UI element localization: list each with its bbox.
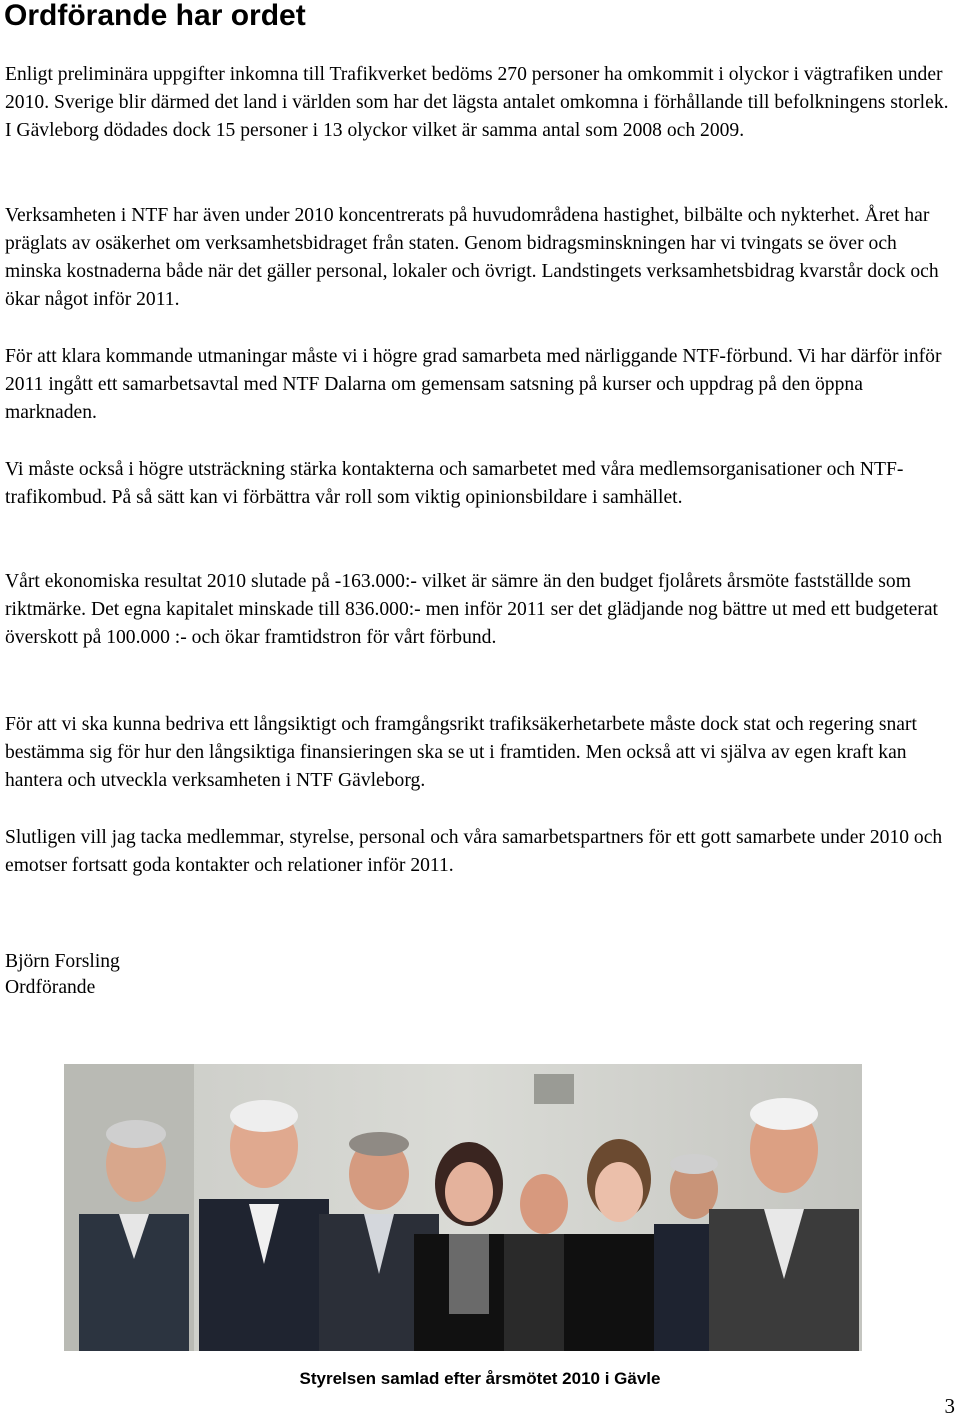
page-number: 3 (944, 1394, 955, 1418)
paragraph-long-term-funding: För att vi ska kunna bedriva ett långsiktigt och framgångsrikt trafiksäkerhetarbete måste dock stat och regering snart bestämma sig för hur den långsiktiga finansieringen ska se ut i framtiden. Men också att vi själva av egen kraft kan hantera och utveckla verksamheten i NTF Gävleborg. (5, 714, 917, 791)
paragraph-cooperation: För att klara kommande utmaningar måste vi i högre grad samarbeta med närliggande NTF-förbund. Vi har därför inför 2011 ingått ett samarbetsavtal med NTF Dalarna om gemensam satsning på kurser och uppdrag på den öppna marknaden. (5, 346, 942, 423)
paragraph-financial-result: Vårt ekonomiska resultat 2010 slutade på -163.000:- vilket är sämre än den budget fjolårets årsmöte fastställde som riktmärke. Det egna kapitalet minskade till 836.000:- men inför 2011 ser det glädjande nog bättre ut med ett budgeterat överskott på 100.000 :- och ökar framtidstron för vårt förbund. (5, 571, 938, 648)
photo-caption: Styrelsen samlad efter årsmötet 2010 i Gävle (299, 1369, 661, 1388)
paragraph-focus-areas: Verksamheten i NTF har även under 2010 koncentrerats på huvudområdena hastighet, bilbälte och nykterhet. Året har präglats av osäkerhet om verksamhetsbidraget från staten. Genom bidragsminskningen har vi tvingats se över och minska kostnaderna både när det gäller personal, lokaler och övrigt. Landstingets verksamhetsbidrag kvarstår dock och ökar något inför 2011. (5, 205, 939, 310)
board-group-photo (64, 1064, 862, 1351)
paragraph-traffic-fatalities: Enligt preliminära uppgifter inkomna till Trafikverket bedöms 270 personer ha omkommit i olyckor i vägtrafiken under 2010. Sverige blir därmed det land i världen som har det lägsta antalet omkomna i förhållande till befolkningens storlek. I Gävleborg dödades dock 15 personer i 13 olyckor vilket är samma antal som 2008 och 2009. (5, 64, 949, 141)
signature-role: Ordförande (5, 977, 96, 998)
paragraph-thanks: Slutligen vill jag tacka medlemmar, styrelse, personal och våra samarbetspartners för ett gott samarbete under 2010 och emotser fortsatt goda kontakter och relationer inför 2011. (5, 827, 943, 876)
page-title: Ordförande har ordet (4, 0, 306, 32)
paragraph-member-organisations: Vi måste också i högre utsträckning stärka kontakterna och samarbetet med våra medlemsorganisationer och NTF-trafikombud. På så sätt kan vi förbättra vår roll som viktig opinionsbildare i samhället. (5, 459, 904, 508)
signature-name: Björn Forsling (5, 951, 120, 972)
